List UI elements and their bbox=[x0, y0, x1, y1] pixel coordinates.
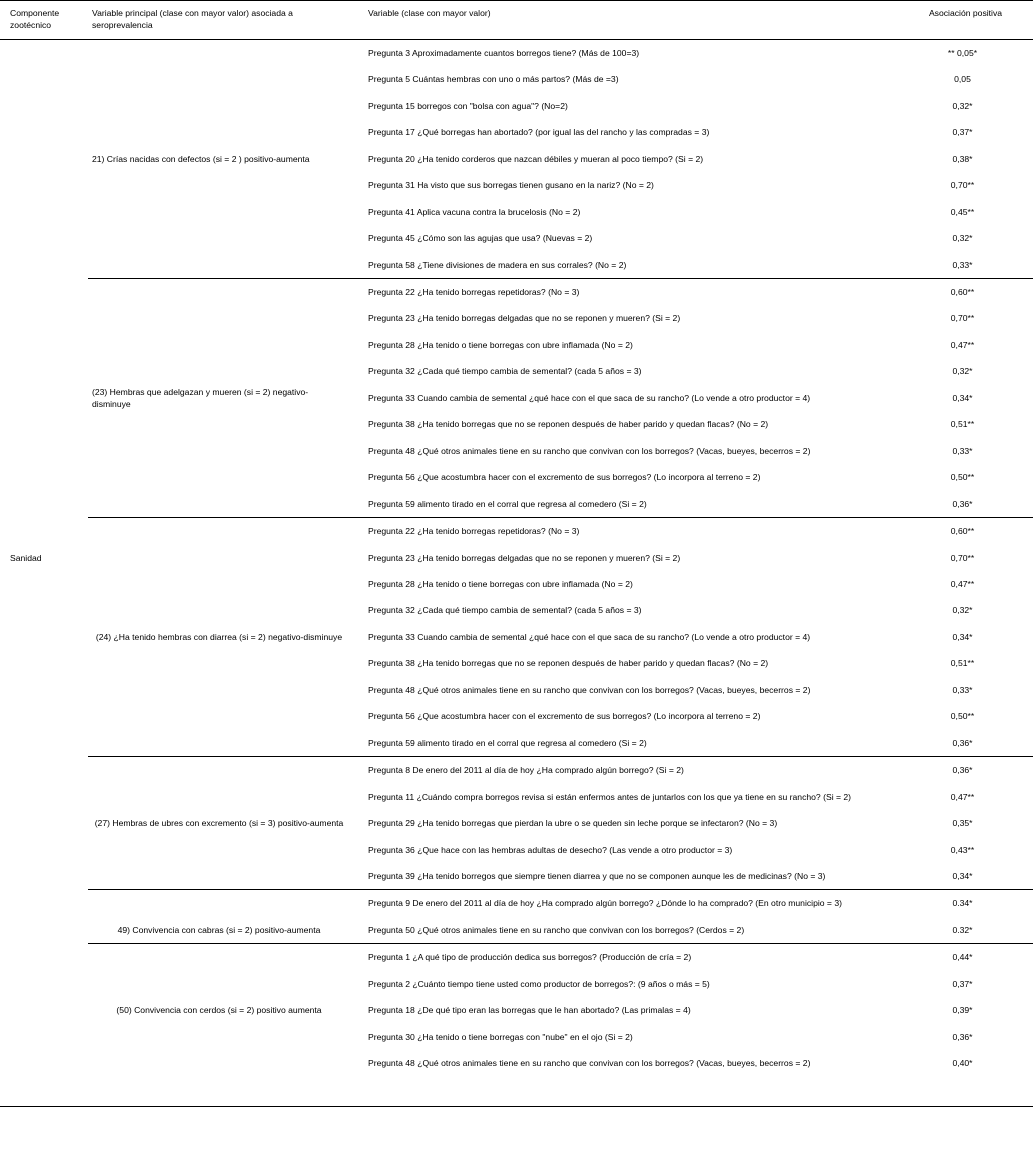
asociacion-positiva-value: ** 0,05* bbox=[947, 47, 978, 58]
asociacion-positiva-value: 0,51** bbox=[950, 419, 975, 430]
variable-question-cell: Pregunta 31 Ha visto que sus borregas tienen gusano en la nariz? (No = 2) bbox=[368, 180, 654, 191]
variable-principal-spacer bbox=[88, 199, 360, 225]
asociacion-positiva-value: 0,45** bbox=[950, 206, 975, 217]
asociacion-positiva-value: 0,50** bbox=[950, 711, 975, 722]
asociacion-positiva-value: 0,33* bbox=[952, 445, 973, 456]
asociacion-positiva-value: 0.32* bbox=[952, 924, 973, 935]
variable-question-cell: Pregunta 18 ¿De qué tipo eran las borregas que le han abortado? (Las primalas = 4) bbox=[368, 1005, 691, 1016]
componente-spacer bbox=[0, 703, 88, 729]
componente-spacer bbox=[0, 172, 88, 198]
componente-spacer bbox=[0, 93, 88, 119]
variable-principal-spacer bbox=[88, 491, 360, 518]
componente-spacer bbox=[0, 997, 88, 1023]
variable-question-cell: Pregunta 58 ¿Tiene divisiones de madera en sus corrales? (No = 2) bbox=[368, 259, 627, 270]
table-row bbox=[0, 1024, 1033, 1050]
variable-principal-text: (27) Hembras de ubres con excremento (si = 3) positivo-aumenta bbox=[94, 818, 344, 829]
componente-spacer bbox=[0, 757, 88, 783]
componente-spacer bbox=[0, 411, 88, 437]
table-row bbox=[0, 93, 1033, 119]
componente-spacer bbox=[0, 491, 88, 518]
table-row bbox=[0, 545, 1033, 571]
table-row bbox=[0, 944, 1033, 970]
variable-principal-spacer bbox=[88, 571, 360, 597]
column-header-asociacion: Asociación positiva bbox=[928, 8, 1003, 18]
asociacion-positiva-value: 0,34* bbox=[952, 392, 973, 403]
variable-principal-spacer bbox=[88, 890, 360, 916]
variable-principal-label bbox=[88, 146, 360, 172]
variable-principal-spacer bbox=[88, 39, 360, 66]
componente-spacer bbox=[0, 597, 88, 623]
table-row bbox=[0, 784, 1033, 810]
variable-principal-spacer bbox=[88, 464, 360, 490]
variable-question-cell: Pregunta 17 ¿Qué borregas han abortado? (por igual las del rancho y las compradas = 3) bbox=[368, 127, 710, 138]
componente-spacer bbox=[0, 39, 88, 66]
table-row bbox=[0, 279, 1033, 305]
componente-spacer bbox=[0, 730, 88, 757]
variable-principal-text: (23) Hembras que adelgazan y mueren (si = 2) negativo-disminuye bbox=[92, 386, 309, 410]
table-row bbox=[0, 119, 1033, 145]
componente-spacer bbox=[0, 650, 88, 676]
variable-principal-label bbox=[88, 624, 360, 650]
column-header-variable: Variable (clase con mayor valor) bbox=[368, 8, 491, 18]
variable-question-cell: Pregunta 28 ¿Ha tenido o tiene borregas con ubre inflamada (No = 2) bbox=[368, 339, 633, 350]
componente-spacer bbox=[0, 571, 88, 597]
asociacion-positiva-value: 0,35* bbox=[952, 818, 973, 829]
componente-spacer bbox=[0, 438, 88, 464]
variable-question-cell: Pregunta 45 ¿Cómo son las agujas que usa? (Nuevas = 2) bbox=[368, 233, 593, 244]
variable-question-cell: Pregunta 56 ¿Que acostumbra hacer con el excremento de sus borregos? (Lo incorpora al terreno = 2) bbox=[368, 711, 761, 722]
variable-question-cell: Pregunta 1 ¿A qué tipo de producción dedica sus borregos? (Producción de cría = 2) bbox=[368, 952, 692, 963]
componente-spacer bbox=[0, 677, 88, 703]
tail-spacer bbox=[0, 1077, 1033, 1107]
componente-spacer bbox=[0, 917, 88, 944]
table-row bbox=[0, 438, 1033, 464]
table-row bbox=[0, 837, 1033, 863]
table-row bbox=[0, 146, 1033, 172]
asociacion-positiva-value: 0.34* bbox=[952, 898, 973, 909]
asociacion-positiva-value: 0,38* bbox=[952, 153, 973, 164]
table-row bbox=[0, 971, 1033, 997]
variable-principal-label bbox=[88, 385, 360, 411]
table-row bbox=[0, 571, 1033, 597]
componente-spacer bbox=[0, 305, 88, 331]
variable-principal-spacer bbox=[88, 545, 360, 571]
asociacion-positiva-value: 0,70** bbox=[950, 313, 975, 324]
variable-principal-spacer bbox=[88, 650, 360, 676]
componente-spacer bbox=[0, 890, 88, 916]
asociacion-positiva-value: 0,32* bbox=[952, 233, 973, 244]
componente-spacer bbox=[0, 624, 88, 650]
variable-question-cell: Pregunta 33 Cuando cambia de semental ¿qué hace con el que saca de su rancho? (Lo vende a otro productor = 4) bbox=[368, 392, 811, 403]
table-row bbox=[0, 518, 1033, 544]
variable-principal-text: 49) Convivencia con cabras (si = 2) positivo-aumenta bbox=[117, 924, 321, 935]
asociacion-positiva-value: 0,47** bbox=[950, 339, 975, 350]
table-header bbox=[0, 1, 1033, 40]
table-row bbox=[0, 358, 1033, 384]
componente-spacer bbox=[0, 119, 88, 145]
variable-question-cell: Pregunta 8 De enero del 2011 al día de hoy ¿Ha comprado algún borrego? (Si = 2) bbox=[368, 765, 684, 776]
variable-question-cell: Pregunta 2 ¿Cuánto tiempo tiene usted como productor de borregos?: (9 años o más = 5) bbox=[368, 978, 710, 989]
variable-question-cell: Pregunta 20 ¿Ha tenido corderos que nazcan débiles y mueran al poco tiempo? (Si = 2) bbox=[368, 153, 704, 164]
componente-spacer bbox=[0, 358, 88, 384]
variable-principal-spacer bbox=[88, 279, 360, 305]
table-row bbox=[0, 624, 1033, 650]
table-row bbox=[0, 890, 1033, 916]
variable-principal-spacer bbox=[88, 225, 360, 251]
componente-zootecnico-label: Sanidad bbox=[10, 552, 42, 563]
variable-principal-spacer bbox=[88, 784, 360, 810]
variable-principal-text: (50) Convivencia con cerdos (si = 2) positivo aumenta bbox=[116, 1005, 322, 1016]
componente-spacer bbox=[0, 146, 88, 172]
table-row bbox=[0, 464, 1033, 490]
variable-question-cell: Pregunta 48 ¿Qué otros animales tiene en su rancho que convivan con los borregos? (Vacas, bueyes, becerros = 2) bbox=[368, 1058, 811, 1069]
componente-spacer bbox=[0, 1024, 88, 1050]
asociacion-positiva-value: 0,33* bbox=[952, 259, 973, 270]
bottom-rule-line bbox=[0, 1107, 1033, 1108]
table-header-row bbox=[0, 1, 1033, 40]
asociacion-positiva-value: 0,36* bbox=[952, 765, 973, 776]
asociacion-positiva-value: 0,44* bbox=[952, 952, 973, 963]
table-row bbox=[0, 225, 1033, 251]
table-row bbox=[0, 411, 1033, 437]
table-row bbox=[0, 810, 1033, 836]
variable-principal-spacer bbox=[88, 252, 360, 279]
table-row bbox=[0, 305, 1033, 331]
variable-principal-spacer bbox=[88, 305, 360, 331]
variable-principal-spacer bbox=[88, 119, 360, 145]
asociacion-positiva-value: 0,50** bbox=[950, 472, 975, 483]
asociacion-positiva-value: 0,70** bbox=[950, 552, 975, 563]
asociacion-positiva-value: 0,70** bbox=[950, 180, 975, 191]
asociacion-positiva-value: 0,05 bbox=[954, 74, 971, 85]
variable-question-cell: Pregunta 5 Cuántas hembras con uno o más partos? (Más de =3) bbox=[368, 74, 619, 85]
variable-principal-spacer bbox=[88, 93, 360, 119]
column-header-variable-principal: Variable principal (clase con mayor valor) asociada a seroprevalencia bbox=[92, 8, 293, 31]
variable-principal-spacer bbox=[88, 597, 360, 623]
asociacion-positiva-value: 0,37* bbox=[952, 127, 973, 138]
asociacion-positiva-value: 0,40* bbox=[952, 1058, 973, 1069]
asociacion-positiva-value: 0,47** bbox=[950, 791, 975, 802]
componente-spacer bbox=[0, 385, 88, 411]
variable-principal-spacer bbox=[88, 1050, 360, 1076]
variable-principal-spacer bbox=[88, 944, 360, 970]
variable-principal-spacer bbox=[88, 172, 360, 198]
table-row bbox=[0, 703, 1033, 729]
componente-spacer bbox=[0, 464, 88, 490]
variable-question-cell: Pregunta 32 ¿Cada qué tiempo cambia de semental? (cada 5 años = 3) bbox=[368, 366, 642, 377]
variable-question-cell: Pregunta 59 alimento tirado en el corral que regresa al comedero (Si = 2) bbox=[368, 498, 647, 509]
table-bottom-rule bbox=[0, 1107, 1033, 1108]
variable-question-cell: Pregunta 59 alimento tirado en el corral que regresa al comedero (Si = 2) bbox=[368, 737, 647, 748]
asociacion-positiva-value: 0,39* bbox=[952, 1005, 973, 1016]
variable-question-cell: Pregunta 38 ¿Ha tenido borregas que no se reponen después de haber parido y quedan flacas? (No = 2) bbox=[368, 419, 769, 430]
variable-principal-spacer bbox=[88, 332, 360, 358]
componente-spacer bbox=[0, 518, 88, 544]
asociacion-positiva-value: 0,60** bbox=[950, 526, 975, 537]
asociacion-positiva-value: 0,32* bbox=[952, 605, 973, 616]
table-tail-space bbox=[0, 1077, 1033, 1107]
variable-principal-spacer bbox=[88, 971, 360, 997]
table-row bbox=[0, 66, 1033, 92]
table-row bbox=[0, 491, 1033, 518]
variable-principal-spacer bbox=[88, 837, 360, 863]
variable-principal-spacer bbox=[88, 863, 360, 890]
table-row bbox=[0, 677, 1033, 703]
variable-principal-spacer bbox=[88, 411, 360, 437]
asociacion-positiva-value: 0,47** bbox=[950, 578, 975, 589]
variable-question-cell: Pregunta 50 ¿Qué otros animales tiene en su rancho que convivan con los borregos? (Cerdos = 2) bbox=[368, 924, 745, 935]
table-row bbox=[0, 199, 1033, 225]
table-row bbox=[0, 39, 1033, 66]
componente-spacer bbox=[0, 837, 88, 863]
asociacion-positiva-value: 0,33* bbox=[952, 684, 973, 695]
variable-question-cell: Pregunta 48 ¿Qué otros animales tiene en su rancho que convivan con los borregos? (Vacas, bueyes, becerros = 2) bbox=[368, 684, 811, 695]
variable-principal-spacer bbox=[88, 358, 360, 384]
table-row bbox=[0, 757, 1033, 783]
componente-spacer bbox=[0, 66, 88, 92]
table-row bbox=[0, 997, 1033, 1023]
table-row bbox=[0, 597, 1033, 623]
componente-spacer bbox=[0, 332, 88, 358]
componente-spacer bbox=[0, 784, 88, 810]
variable-question-cell: Pregunta 11 ¿Cuándo compra borregos revisa si están enfermos antes de juntarlos con los que ya tiene en su rancho? (Si = 2) bbox=[368, 791, 852, 802]
variable-principal-text: 21) Crías nacidas con defectos (si = 2 ) positivo-aumenta bbox=[92, 153, 310, 164]
table-row bbox=[0, 730, 1033, 757]
variable-question-cell: Pregunta 9 De enero del 2011 al día de hoy ¿Ha comprado algún borrego? ¿Dónde lo ha comprado? (En otro municipio = 3) bbox=[368, 898, 842, 909]
componente-spacer bbox=[0, 810, 88, 836]
table-row bbox=[0, 385, 1033, 411]
variable-question-cell: Pregunta 39 ¿Ha tenido borregos que siempre tienen diarrea y que no se componen aunque les de medicinas? (No = 3) bbox=[368, 870, 826, 881]
variable-principal-label bbox=[88, 997, 360, 1023]
variable-question-cell: Pregunta 15 borregos con "bolsa con agua"? (No=2) bbox=[368, 100, 568, 111]
componente-spacer bbox=[0, 971, 88, 997]
table-row bbox=[0, 252, 1033, 279]
variable-principal-spacer bbox=[88, 438, 360, 464]
componente-spacer bbox=[0, 279, 88, 305]
variable-principal-spacer bbox=[88, 66, 360, 92]
variable-question-cell: Pregunta 22 ¿Ha tenido borregas repetidoras? (No = 3) bbox=[368, 286, 580, 297]
variable-principal-spacer bbox=[88, 518, 360, 544]
variable-question-cell: Pregunta 30 ¿Ha tenido o tiene borregas con "nube" en el ojo (Si = 2) bbox=[368, 1031, 633, 1042]
variable-principal-label bbox=[88, 917, 360, 944]
variable-question-cell: Pregunta 38 ¿Ha tenido borregas que no se reponen después de haber parido y quedan flacas? (No = 2) bbox=[368, 658, 769, 669]
componente-spacer bbox=[0, 225, 88, 251]
asociacion-positiva-value: 0,60** bbox=[950, 286, 975, 297]
variable-question-cell: Pregunta 23 ¿Ha tenido borregas delgadas que no se reponen y mueren? (Si = 2) bbox=[368, 313, 681, 324]
asociacion-positiva-value: 0,36* bbox=[952, 1031, 973, 1042]
componente-spacer bbox=[0, 944, 88, 970]
componente-spacer bbox=[0, 199, 88, 225]
asociacion-positiva-value: 0,36* bbox=[952, 498, 973, 509]
variable-question-cell: Pregunta 32 ¿Cada qué tiempo cambia de semental? (cada 5 años = 3) bbox=[368, 605, 642, 616]
variable-principal-spacer bbox=[88, 757, 360, 783]
variable-question-cell: Pregunta 29 ¿Ha tenido borregas que pierdan la ubre o se queden sin leche porque se infectaron? (No = 3) bbox=[368, 818, 778, 829]
componente-spacer bbox=[0, 1050, 88, 1076]
table-row bbox=[0, 332, 1033, 358]
column-header-componente: Componente zootécnico bbox=[10, 8, 60, 31]
asociacion-positiva-value: 0,51** bbox=[950, 658, 975, 669]
variable-principal-spacer bbox=[88, 677, 360, 703]
variable-question-cell: Pregunta 41 Aplica vacuna contra la brucelosis (No = 2) bbox=[368, 206, 581, 217]
asociacion-positiva-value: 0,34* bbox=[952, 631, 973, 642]
table-row bbox=[0, 650, 1033, 676]
table-row bbox=[0, 172, 1033, 198]
variable-principal-spacer bbox=[88, 1024, 360, 1050]
asociacion-positiva-value: 0,37* bbox=[952, 978, 973, 989]
variable-principal-spacer bbox=[88, 703, 360, 729]
componente-spacer bbox=[0, 252, 88, 279]
asociacion-positiva-value: 0,34* bbox=[952, 870, 973, 881]
variable-question-cell: Pregunta 33 Cuando cambia de semental ¿qué hace con el que saca de su rancho? (Lo vende a otro productor = 4) bbox=[368, 631, 811, 642]
asociacion-positiva-value: 0,36* bbox=[952, 737, 973, 748]
table-row bbox=[0, 863, 1033, 890]
variable-question-cell: Pregunta 28 ¿Ha tenido o tiene borregas con ubre inflamada (No = 2) bbox=[368, 578, 633, 589]
asociacion-positiva-value: 0,32* bbox=[952, 100, 973, 111]
componente-spacer bbox=[0, 863, 88, 890]
table-row bbox=[0, 1050, 1033, 1076]
asociacion-positiva-value: 0,32* bbox=[952, 366, 973, 377]
variable-question-cell: Pregunta 3 Aproximadamente cuantos borregos tiene? (Más de 100=3) bbox=[368, 47, 640, 58]
asociacion-positiva-value: 0,43** bbox=[950, 844, 975, 855]
variable-question-cell: Pregunta 48 ¿Qué otros animales tiene en su rancho que convivan con los borregos? (Vacas, bueyes, becerros = 2) bbox=[368, 445, 811, 456]
variable-question-cell: Pregunta 23 ¿Ha tenido borregas delgadas que no se reponen y mueren? (Si = 2) bbox=[368, 552, 681, 563]
variable-question-cell: Pregunta 22 ¿Ha tenido borregas repetidoras? (No = 3) bbox=[368, 526, 580, 537]
variable-principal-text: (24) ¿Ha tenido hembras con diarrea (si = 2) negativo-disminuye bbox=[95, 631, 343, 642]
variable-principal-spacer bbox=[88, 730, 360, 757]
variable-question-cell: Pregunta 36 ¿Que hace con las hembras adultas de desecho? (Las vende a otro productor = 3) bbox=[368, 844, 733, 855]
variable-principal-label bbox=[88, 810, 360, 836]
table-row bbox=[0, 917, 1033, 944]
variable-question-cell: Pregunta 56 ¿Que acostumbra hacer con el excremento de sus borregos? (Lo incorpora al terreno = 2) bbox=[368, 472, 761, 483]
table-body bbox=[0, 39, 1033, 1107]
